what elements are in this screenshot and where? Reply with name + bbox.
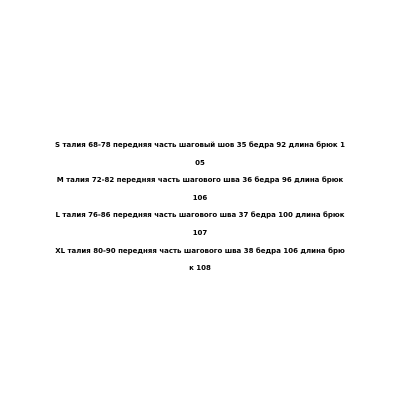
size-m-line-2: 106 — [192, 193, 208, 202]
size-s-line-2: 05 — [195, 158, 205, 167]
size-l-line-2: 107 — [192, 228, 208, 237]
size-chart-text — [0, 137, 400, 278]
size-s-line-1: S талия 68-78 передняя часть шаговый шов 35 бедра 92 длина брюк 1 — [54, 141, 345, 149]
size-l-line-1: L талия 76-86 передняя часть шагового шва 37 бедра 100 длина брюк — [55, 211, 345, 220]
size-xl-line-2: к 108 — [189, 264, 211, 273]
size-xl-line-1: XL талия 80-90 передняя часть шагового шва 38 бедра 106 длина брю — [55, 246, 345, 255]
size-m-line-1: M талия 72-82 передняя часть шагового шва 36 бедра 96 длина брюк — [56, 176, 344, 185]
